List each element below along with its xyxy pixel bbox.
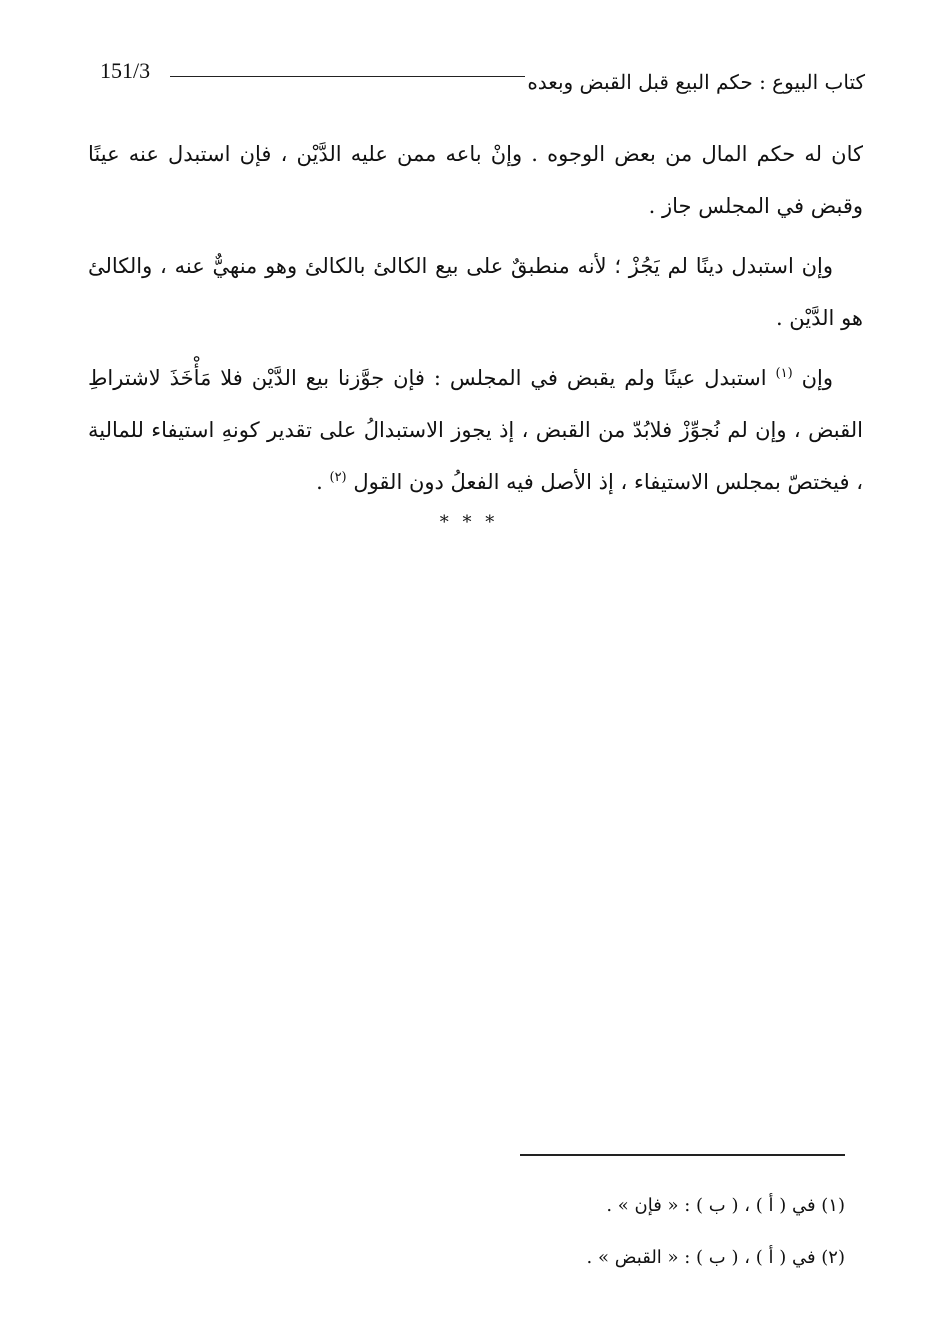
footnote-2: (٢) في ( أ ) ، ( ب ) : « القبض » . bbox=[586, 1247, 845, 1268]
footnotes bbox=[400, 1180, 845, 1284]
section-separator: * * * bbox=[439, 512, 499, 533]
body-text bbox=[88, 128, 863, 516]
footnote-rule bbox=[520, 1154, 845, 1156]
running-title: كتاب البيوع : حكم البيع قبل القبض وبعده bbox=[527, 70, 865, 94]
page-header bbox=[100, 58, 865, 98]
paragraph-3-start: وإن bbox=[801, 366, 833, 390]
paragraph-3-body: استبدل عينًا ولم يقبض في المجلس : فإن جوَّزنا بيع الدَّيْن فلا مَأْخَذَ لاشتراطِ القبض ، وإن لم نُجوِّزْ فلابُدّ من القبض ، إذ يجوز الاستبدالُ على تقدير كونهِ استيفاء للمالية ، فيختصّ بمجلس الاستيفاء ، إذ الأصل فيه الفعلُ دون القول bbox=[88, 366, 863, 494]
page-number: 151/3 bbox=[100, 58, 151, 83]
paragraph-1: كان له حكم المال من بعض الوجوه . وإنْ باعه ممن عليه الدَّيْن ، فإن استبدل عنه عينًا وقبض في المجلس جاز . bbox=[88, 142, 863, 218]
paragraph-3 bbox=[88, 352, 863, 508]
header-rule bbox=[170, 76, 525, 77]
paragraph-2: وإن استبدل دينًا لم يَجُزْ ؛ لأنه منطبقٌ على بيع الكالئ بالكالئ وهو منهيٌّ عنه ، والكالئ هو الدَّيْن . bbox=[88, 254, 863, 330]
paragraph-3-end: . bbox=[316, 470, 323, 494]
footnote-1: (١) في ( أ ) ، ( ب ) : « فإن » . bbox=[606, 1195, 845, 1216]
footnote-ref-2: (٢) bbox=[329, 470, 347, 485]
footnote-ref-1: (١) bbox=[775, 366, 793, 381]
